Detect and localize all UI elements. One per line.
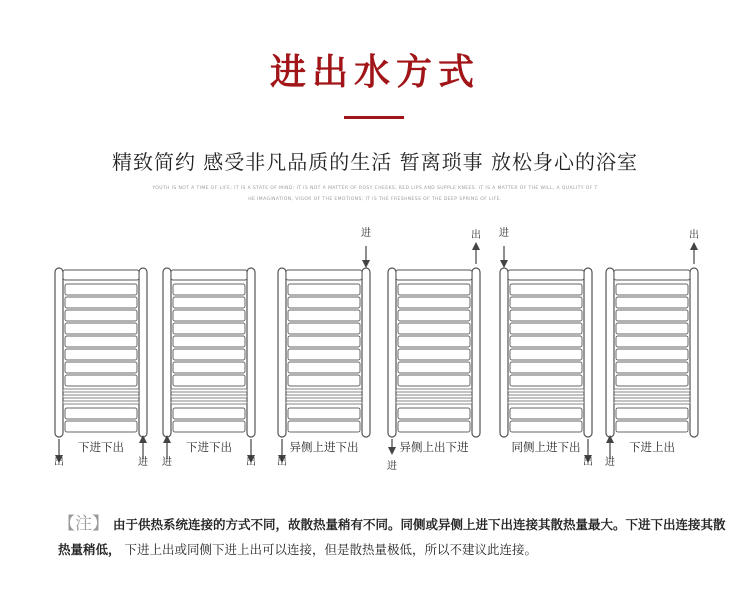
radiator-bar: [63, 270, 139, 280]
radiator-1: [55, 268, 147, 437]
radiator-bar: [288, 284, 360, 295]
radiator-bar: [65, 408, 137, 419]
radiator-bar: [616, 336, 688, 347]
left-port-label: 进: [387, 461, 397, 472]
diagram-caption: 下进下出: [186, 440, 232, 454]
radiator-left-pipe: [278, 268, 286, 437]
radiator-bar: [510, 362, 582, 373]
radiator-rail: [286, 401, 362, 404]
radiator-bar: [616, 349, 688, 360]
radiator-bar: [398, 375, 470, 386]
radiator-bar: [508, 270, 584, 280]
radiator-bar: [173, 362, 245, 373]
english-text-line-2: HE IMAGINATION, VIGOR OF THE EMOTIONS; IT IS THE FRESHNESS OF THE DEEP SPRING OF LIFE.: [248, 197, 502, 202]
right-port-label: 出: [689, 230, 699, 241]
radiator-bar: [510, 310, 582, 321]
radiator-4: [388, 268, 480, 437]
radiator-bar: [173, 349, 245, 360]
radiator-rail: [614, 395, 690, 398]
subtitle: 精致简约 感受非凡品质的生活 暂离琐事 放松身心的浴室: [111, 150, 639, 174]
note-text-a: 由于供热系统连接的方式不同，故散热量稍有不同。同侧或异侧上进下出连接其散热量最大。下进下出连接其散热量稍低，: [58, 517, 726, 557]
radiator-bar: [614, 270, 690, 280]
right-port-label: 出: [583, 457, 593, 468]
radiator-bar: [616, 323, 688, 334]
radiator-bar: [65, 336, 137, 347]
radiator-bar: [173, 310, 245, 321]
radiator-bar: [65, 297, 137, 308]
radiator-bar: [510, 408, 582, 419]
radiator-bar: [398, 310, 470, 321]
radiator-bar: [510, 336, 582, 347]
radiator-bar: [288, 310, 360, 321]
radiator-left-pipe: [55, 268, 63, 437]
radiator-bar: [510, 323, 582, 334]
radiator-bar: [398, 421, 470, 432]
radiator-rail: [508, 395, 584, 398]
radiator-rail: [614, 389, 690, 392]
radiator-bar: [398, 408, 470, 419]
radiator-bar: [616, 297, 688, 308]
radiator-rail: [508, 389, 584, 392]
diagram-caption: 下进下出: [78, 440, 124, 454]
radiator-rail: [63, 401, 139, 404]
page-title: 进出水方式: [269, 52, 480, 93]
radiator-rail: [171, 389, 247, 392]
radiator-bar: [286, 270, 362, 280]
radiator-bar: [288, 336, 360, 347]
radiator-bar: [65, 349, 137, 360]
radiator-bar: [65, 323, 137, 334]
radiator-left-pipe: [606, 268, 614, 437]
radiator-right-pipe: [584, 268, 592, 437]
connection-diagrams: [0, 225, 750, 475]
title-underline: [344, 116, 404, 119]
radiator-bar: [65, 375, 137, 386]
radiator-bar: [65, 284, 137, 295]
radiator-bar: [173, 421, 245, 432]
radiator-bar: [616, 284, 688, 295]
radiator-rail: [508, 401, 584, 404]
radiator-bar: [173, 408, 245, 419]
note-paragraph: [58, 512, 728, 562]
radiator-left-pipe: [163, 268, 171, 437]
left-port-label: 出: [277, 457, 287, 468]
radiator-bar: [288, 323, 360, 334]
diagram-caption: 同侧上进下出: [511, 440, 581, 454]
radiator-bar: [288, 349, 360, 360]
radiator-bar: [288, 408, 360, 419]
radiator-rail: [396, 389, 472, 392]
radiator-rail: [286, 389, 362, 392]
radiator-rail: [286, 395, 362, 398]
radiator-bar: [510, 375, 582, 386]
left-port-label: 进: [499, 228, 509, 239]
radiator-left-pipe: [388, 268, 396, 437]
radiator-bar: [616, 408, 688, 419]
note-word: 注: [75, 514, 92, 534]
left-port-label: 出: [54, 457, 64, 468]
radiator-bar: [173, 284, 245, 295]
radiator-bar: [288, 362, 360, 373]
right-port-label: 出: [471, 230, 481, 241]
radiator-left-pipe: [500, 268, 508, 437]
radiator-bar: [510, 297, 582, 308]
radiator-bar: [510, 284, 582, 295]
radiator-right-pipe: [247, 268, 255, 437]
diagram-caption: 异侧上出下进: [399, 440, 469, 454]
radiator-right-pipe: [139, 268, 147, 437]
radiator-bar: [173, 336, 245, 347]
radiator-bar: [65, 421, 137, 432]
radiator-bar: [616, 362, 688, 373]
radiator-2: [163, 268, 255, 437]
english-text-line-1: YOUTH IS NOT A TIME OF LIFE; IT IS A STATE OF MIND; IT IS NOT A MATTER OF ROSY CHEEKS, RED LIPS AND SUPPLE KNEES. IT IS A MATTER OF THE WILL, A QUALITY OF T: [152, 186, 598, 191]
radiator-bar: [616, 310, 688, 321]
radiator-bar: [398, 323, 470, 334]
radiator-bar: [65, 362, 137, 373]
right-port-label: 进: [138, 457, 148, 468]
radiator-bar: [398, 297, 470, 308]
radiator-bar: [510, 349, 582, 360]
note-text-b: 下进上出或同侧下进上出可以连接，但是散热量极低，所以不建议此连接。: [124, 542, 538, 557]
radiator-bar: [173, 375, 245, 386]
radiator-rail: [396, 401, 472, 404]
radiator-right-pipe: [472, 268, 480, 437]
left-port-label: 进: [605, 457, 615, 468]
radiator-bar: [171, 270, 247, 280]
radiator-6: [606, 268, 698, 437]
radiator-rail: [171, 401, 247, 404]
right-port-label: 进: [361, 228, 371, 239]
radiator-rail: [614, 401, 690, 404]
radiator-5: [500, 268, 592, 437]
radiator-bar: [288, 297, 360, 308]
radiator-rail: [171, 395, 247, 398]
radiator-bar: [398, 284, 470, 295]
note-bracket-close: 】: [92, 514, 109, 534]
radiator-bar: [398, 336, 470, 347]
radiator-bar: [616, 375, 688, 386]
radiator-right-pipe: [690, 268, 698, 437]
radiator-right-pipe: [362, 268, 370, 437]
radiator-rail: [63, 389, 139, 392]
radiator-bar: [288, 421, 360, 432]
radiator-bar: [65, 310, 137, 321]
radiator-bar: [173, 323, 245, 334]
diagram-caption: 下进上出: [629, 440, 675, 454]
radiator-bar: [396, 270, 472, 280]
right-port-label: 出: [246, 457, 256, 468]
radiator-rail: [63, 395, 139, 398]
radiator-rail: [396, 395, 472, 398]
radiator-bar: [288, 375, 360, 386]
radiator-bar: [398, 362, 470, 373]
radiator-3: [278, 268, 370, 437]
radiator-bar: [173, 297, 245, 308]
radiator-bar: [510, 421, 582, 432]
left-port-label: 进: [162, 457, 172, 468]
radiator-bar: [616, 421, 688, 432]
diagram-caption: 异侧上进下出: [289, 440, 359, 454]
radiator-bar: [398, 349, 470, 360]
note-bracket-open: 【: [58, 514, 75, 534]
